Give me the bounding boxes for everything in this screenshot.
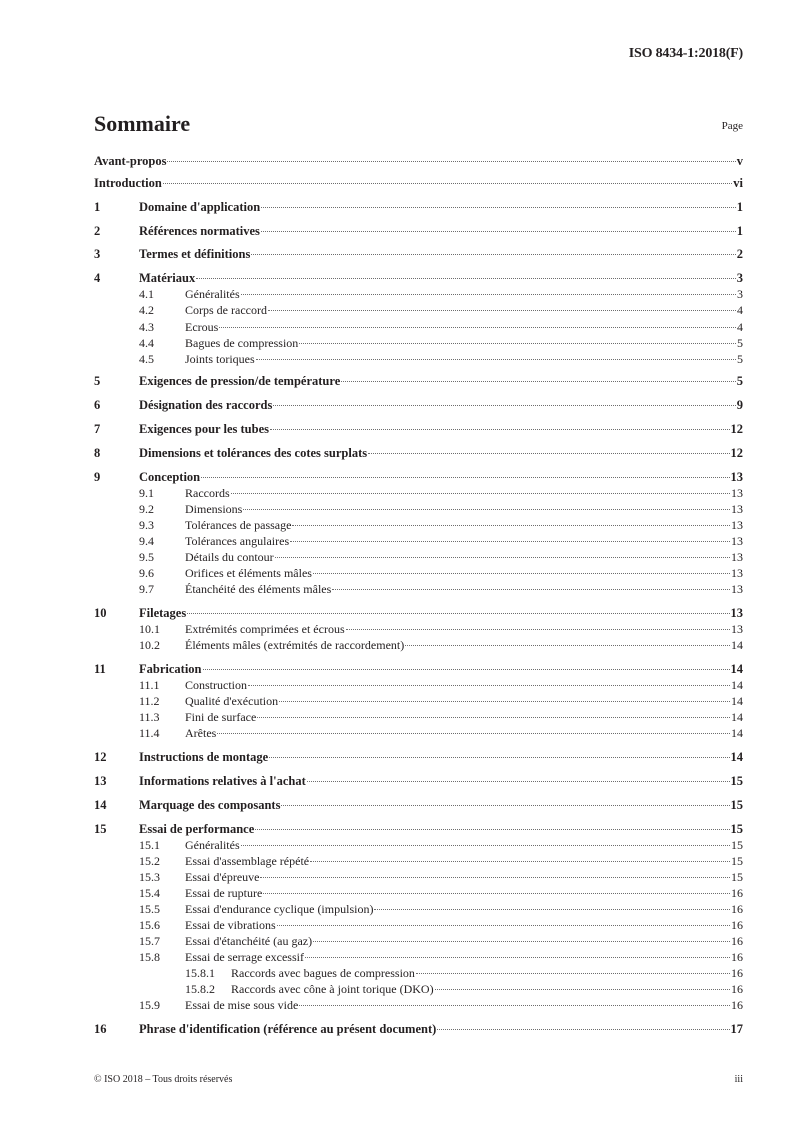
dot-leader bbox=[279, 701, 730, 702]
toc-entry-page[interactable]: 16 bbox=[731, 950, 743, 964]
toc-entry-number: 9.1 bbox=[139, 486, 154, 500]
toc-entry-number: 16 bbox=[94, 1022, 107, 1036]
toc-entry-number: 4.3 bbox=[139, 320, 154, 334]
toc-entry[interactable] bbox=[94, 534, 743, 549]
dot-leader bbox=[263, 893, 730, 894]
toc-entry[interactable] bbox=[94, 566, 743, 581]
toc-entry-number: 4.5 bbox=[139, 352, 154, 366]
toc-entry-number: 9.7 bbox=[139, 582, 154, 596]
toc-entry-number: 15.1 bbox=[139, 838, 160, 852]
toc-entry-page[interactable]: 16 bbox=[731, 966, 743, 980]
dot-leader bbox=[313, 941, 730, 942]
toc-entry-number: 11.1 bbox=[139, 678, 160, 692]
toc-entry-page[interactable]: 16 bbox=[731, 918, 743, 932]
dot-leader bbox=[201, 477, 729, 478]
toc-entry[interactable] bbox=[94, 320, 743, 335]
toc-entry-number: 4.2 bbox=[139, 303, 154, 317]
toc-entry-label[interactable]: Marquage des composants bbox=[139, 798, 281, 812]
dot-leader bbox=[346, 629, 730, 630]
toc-entry-page[interactable]: 15 bbox=[731, 870, 743, 884]
toc-entry-label[interactable]: Généralités bbox=[185, 287, 240, 301]
toc-entry-label[interactable]: Filetages bbox=[139, 606, 187, 620]
toc-entry[interactable] bbox=[94, 870, 743, 885]
toc-entry-page[interactable]: 4 bbox=[737, 320, 743, 334]
toc-entry[interactable] bbox=[94, 446, 743, 461]
toc-entry[interactable] bbox=[94, 502, 743, 517]
toc-entry-label[interactable]: Informations relatives à l'achat bbox=[139, 774, 306, 788]
dot-leader bbox=[290, 541, 730, 542]
toc-entry-page[interactable]: 13 bbox=[731, 550, 743, 564]
toc-entry[interactable] bbox=[94, 750, 743, 765]
toc-entry[interactable] bbox=[94, 710, 743, 725]
toc-entry-page[interactable]: 13 bbox=[731, 622, 743, 636]
toc-entry-page[interactable]: 3 bbox=[737, 287, 743, 301]
toc-entry-page[interactable]: 14 bbox=[730, 662, 743, 676]
toc-entry-label[interactable]: Raccords avec cône à joint torique (DKO) bbox=[231, 982, 434, 996]
copyright-notice: © ISO 2018 – Tous droits réservés bbox=[94, 1074, 233, 1085]
dot-leader bbox=[305, 957, 730, 958]
toc-entry-page[interactable]: 15 bbox=[730, 774, 743, 788]
toc-entry[interactable] bbox=[94, 886, 743, 901]
dot-leader bbox=[255, 829, 729, 830]
dot-leader bbox=[268, 310, 736, 311]
toc-entry-page[interactable]: 13 bbox=[731, 534, 743, 548]
toc-entry-label[interactable]: Avant-propos bbox=[94, 154, 167, 168]
dot-leader bbox=[167, 161, 735, 162]
toc-entry-page[interactable]: 9 bbox=[736, 398, 743, 412]
toc-entry-page[interactable]: 14 bbox=[730, 750, 743, 764]
toc-entry-label[interactable]: Dimensions bbox=[185, 502, 243, 516]
toc-entry[interactable] bbox=[94, 662, 743, 677]
toc-entry-label[interactable]: Essai d'étanchéité (au gaz) bbox=[185, 934, 313, 948]
toc-entry[interactable] bbox=[94, 1022, 743, 1037]
dot-leader bbox=[273, 405, 735, 406]
toc-entry[interactable] bbox=[94, 950, 743, 965]
toc-entry-number: 11.2 bbox=[139, 694, 160, 708]
toc-entry-number: 15.8.1 bbox=[185, 966, 215, 980]
toc-entry[interactable] bbox=[94, 966, 743, 981]
toc-entry-label[interactable]: Tolérances de passage bbox=[185, 518, 292, 532]
dot-leader bbox=[292, 525, 730, 526]
toc-entry-label[interactable]: Éléments mâles (extrémités de raccordement) bbox=[185, 638, 405, 652]
toc-entry-label[interactable]: Tolérances angulaires bbox=[185, 534, 290, 548]
toc-entry[interactable] bbox=[94, 934, 743, 949]
toc-entry-label[interactable]: Qualité d'exécution bbox=[185, 694, 279, 708]
toc-entry-label[interactable]: Extrémités comprimées et écrous bbox=[185, 622, 345, 636]
toc-entry-page[interactable]: 15 bbox=[731, 838, 743, 852]
toc-entry-number: 2 bbox=[94, 224, 101, 238]
toc-entry-page[interactable]: 14 bbox=[731, 638, 743, 652]
toc-entry-label[interactable]: Essai d'endurance cyclique (impulsion) bbox=[185, 902, 374, 916]
dot-leader bbox=[163, 183, 732, 184]
toc-entry-number: 6 bbox=[94, 398, 101, 412]
toc-entry[interactable] bbox=[94, 606, 743, 621]
dot-leader bbox=[196, 278, 736, 279]
toc-entry-page[interactable]: 15 bbox=[730, 822, 743, 836]
toc-entry[interactable] bbox=[94, 774, 743, 789]
dot-leader bbox=[435, 989, 730, 990]
toc-entry-page[interactable]: 15 bbox=[730, 798, 743, 812]
dot-leader bbox=[257, 717, 730, 718]
toc-entry[interactable] bbox=[94, 336, 743, 351]
toc-entry-page[interactable]: 5 bbox=[737, 352, 743, 366]
dot-leader bbox=[270, 429, 730, 430]
toc-entry-label[interactable]: Exigences de pression/de température bbox=[139, 374, 341, 388]
dot-leader bbox=[231, 493, 730, 494]
toc-entry-label[interactable]: Essai de rupture bbox=[185, 886, 263, 900]
toc-entry-label[interactable]: Raccords bbox=[185, 486, 230, 500]
toc-entry-number: 1 bbox=[94, 200, 101, 214]
toc-entry-page[interactable]: 14 bbox=[731, 694, 743, 708]
dot-leader bbox=[416, 973, 730, 974]
toc-entry-number: 15.8 bbox=[139, 950, 160, 964]
toc-entry-page[interactable]: 12 bbox=[730, 422, 743, 436]
toc-entry-label[interactable]: Termes et définitions bbox=[139, 247, 251, 261]
toc-entry-label[interactable]: Essai de vibrations bbox=[185, 918, 276, 932]
toc-entry-label[interactable]: Essai de performance bbox=[139, 822, 255, 836]
toc-entry-page[interactable]: 3 bbox=[736, 271, 743, 285]
toc-entry[interactable] bbox=[94, 470, 743, 485]
toc-entry-number: 15.2 bbox=[139, 854, 160, 868]
toc-entry[interactable] bbox=[94, 200, 743, 215]
toc-entry-label[interactable]: Conception bbox=[139, 470, 201, 484]
toc-entry-number: 9.2 bbox=[139, 502, 154, 516]
toc-entry-page[interactable]: 16 bbox=[731, 934, 743, 948]
toc-entry-page[interactable]: vi bbox=[733, 176, 743, 190]
toc-entry-page[interactable]: 1 bbox=[736, 224, 743, 238]
toc-entry-page[interactable]: 16 bbox=[731, 982, 743, 996]
toc-entry-page[interactable]: 5 bbox=[737, 336, 743, 350]
toc-entry-number: 15.4 bbox=[139, 886, 160, 900]
toc-entry-page[interactable]: 14 bbox=[731, 710, 743, 724]
toc-entry-number: 9.4 bbox=[139, 534, 154, 548]
toc-entry-label[interactable]: Raccords avec bagues de compression bbox=[231, 966, 415, 980]
toc-entry-label[interactable]: Construction bbox=[185, 678, 247, 692]
toc-entry-label[interactable]: Corps de raccord bbox=[185, 303, 267, 317]
page-column-label: Page bbox=[721, 120, 743, 132]
toc-entry-page[interactable]: 5 bbox=[736, 374, 743, 388]
dot-leader bbox=[256, 359, 736, 360]
dot-leader bbox=[299, 1005, 730, 1006]
toc-entry[interactable] bbox=[94, 154, 743, 169]
dot-leader bbox=[307, 781, 730, 782]
toc-entry-label[interactable]: Généralités bbox=[185, 838, 240, 852]
dot-leader bbox=[405, 645, 730, 646]
toc-entry-label[interactable]: Références normatives bbox=[139, 224, 260, 238]
toc-entry-number: 15.5 bbox=[139, 902, 160, 916]
toc-entry-page[interactable]: 13 bbox=[731, 518, 743, 532]
toc-entry-number: 9.3 bbox=[139, 518, 154, 532]
toc-entry-label[interactable]: Détails du contour bbox=[185, 550, 274, 564]
toc-entry-page[interactable]: 2 bbox=[736, 247, 743, 261]
toc-entry-number: 8 bbox=[94, 446, 101, 460]
toc-entry-number: 9 bbox=[94, 470, 101, 484]
dot-leader bbox=[260, 877, 730, 878]
toc-entry[interactable] bbox=[94, 854, 743, 869]
toc-entry-page[interactable]: 14 bbox=[731, 678, 743, 692]
toc-entry-number: 3 bbox=[94, 247, 101, 261]
toc-entry-page[interactable]: 13 bbox=[730, 606, 743, 620]
toc-entry[interactable] bbox=[94, 726, 743, 741]
toc-entry-page[interactable]: 15 bbox=[731, 854, 743, 868]
toc-entry-label[interactable]: Fabrication bbox=[139, 662, 202, 676]
toc-entry-number: 5 bbox=[94, 374, 101, 388]
toc-entry[interactable] bbox=[94, 798, 743, 813]
toc-entry-label[interactable]: Phrase d'identification (référence au présent document) bbox=[139, 1022, 437, 1036]
dot-leader bbox=[275, 557, 730, 558]
dot-leader bbox=[368, 453, 729, 454]
toc-entry-page[interactable]: v bbox=[736, 154, 743, 168]
toc-entry-page[interactable]: 1 bbox=[736, 200, 743, 214]
toc-entry-number: 11.3 bbox=[139, 710, 160, 724]
toc-entry-page[interactable]: 14 bbox=[731, 726, 743, 740]
toc-entry-label[interactable]: Arêtes bbox=[185, 726, 217, 740]
dot-leader bbox=[248, 685, 730, 686]
toc-entry-label[interactable]: Ecrous bbox=[185, 320, 219, 334]
toc-entry[interactable] bbox=[94, 550, 743, 565]
toc-entry-number: 15.6 bbox=[139, 918, 160, 932]
toc-entry-number: 7 bbox=[94, 422, 101, 436]
toc-entry[interactable] bbox=[94, 638, 743, 653]
toc-entry-number: 10 bbox=[94, 606, 107, 620]
toc-entry[interactable] bbox=[94, 622, 743, 637]
toc-entry-page[interactable]: 13 bbox=[731, 582, 743, 596]
dot-leader bbox=[374, 909, 730, 910]
toc-entry-number: 9.6 bbox=[139, 566, 154, 580]
toc-entry[interactable] bbox=[94, 902, 743, 917]
toc-entry-page[interactable]: 16 bbox=[731, 886, 743, 900]
toc-entry-label[interactable]: Fini de surface bbox=[185, 710, 257, 724]
page-number: iii bbox=[734, 1074, 743, 1085]
dot-leader bbox=[203, 669, 730, 670]
dot-leader bbox=[261, 231, 736, 232]
toc-entry-number: 15 bbox=[94, 822, 107, 836]
toc-entry-label[interactable]: Introduction bbox=[94, 176, 162, 190]
toc-entry-page[interactable]: 17 bbox=[730, 1022, 743, 1036]
dot-leader bbox=[269, 757, 729, 758]
toc-entry-label[interactable]: Dimensions et tolérances des cotes surplats bbox=[139, 446, 368, 460]
toc-entry-page[interactable]: 13 bbox=[730, 470, 743, 484]
toc-entry[interactable] bbox=[94, 374, 743, 389]
toc-entry[interactable] bbox=[94, 398, 743, 413]
dot-leader bbox=[243, 509, 730, 510]
toc-entry-page[interactable]: 16 bbox=[731, 902, 743, 916]
toc-entry-label[interactable]: Essai de serrage excessif bbox=[185, 950, 304, 964]
toc-entry[interactable] bbox=[94, 838, 743, 853]
toc-entry[interactable] bbox=[94, 486, 743, 501]
toc-entry-page[interactable]: 13 bbox=[731, 486, 743, 500]
dot-leader bbox=[251, 254, 735, 255]
toc-entry[interactable] bbox=[94, 303, 743, 318]
toc-entry-number: 15.3 bbox=[139, 870, 160, 884]
toc-entry-page[interactable]: 12 bbox=[730, 446, 743, 460]
toc-entry-label[interactable]: Matériaux bbox=[139, 271, 196, 285]
toc-entry-number: 10.2 bbox=[139, 638, 160, 652]
toc-entry[interactable] bbox=[94, 678, 743, 693]
dot-leader bbox=[437, 1029, 729, 1030]
toc-entry-label[interactable]: Domaine d'application bbox=[139, 200, 261, 214]
toc-entry-number: 4.4 bbox=[139, 336, 154, 350]
toc-entry-page[interactable]: 13 bbox=[731, 566, 743, 580]
toc-entry[interactable] bbox=[94, 176, 743, 191]
toc-entry-page[interactable]: 13 bbox=[731, 502, 743, 516]
dot-leader bbox=[313, 573, 730, 574]
dot-leader bbox=[241, 845, 730, 846]
toc-entry-label[interactable]: Essai de mise sous vide bbox=[185, 998, 299, 1012]
toc-entry-number: 12 bbox=[94, 750, 107, 764]
dot-leader bbox=[261, 207, 736, 208]
toc-entry-label[interactable]: Essai d'assemblage répété bbox=[185, 854, 310, 868]
toc-entry-page[interactable]: 16 bbox=[731, 998, 743, 1012]
toc-entry[interactable] bbox=[94, 998, 743, 1013]
toc-entry[interactable] bbox=[94, 982, 743, 997]
toc-entry[interactable] bbox=[94, 694, 743, 709]
toc-entry-label[interactable]: Orifices et éléments mâles bbox=[185, 566, 312, 580]
toc-entry-label[interactable]: Bagues de compression bbox=[185, 336, 299, 350]
dot-leader bbox=[187, 613, 729, 614]
document-id: ISO 8434-1:2018(F) bbox=[628, 46, 743, 61]
toc-entry[interactable] bbox=[94, 287, 743, 302]
toc-entry[interactable] bbox=[94, 352, 743, 367]
toc-entry[interactable] bbox=[94, 918, 743, 933]
toc-entry-label[interactable]: Essai d'épreuve bbox=[185, 870, 260, 884]
dot-leader bbox=[281, 805, 729, 806]
toc-entry-number: 9.5 bbox=[139, 550, 154, 564]
toc-entry-number: 4 bbox=[94, 271, 101, 285]
dot-leader bbox=[332, 589, 730, 590]
toc-entry[interactable] bbox=[94, 582, 743, 597]
dot-leader bbox=[341, 381, 735, 382]
toc-entry-number: 15.9 bbox=[139, 998, 160, 1012]
toc-entry[interactable] bbox=[94, 271, 743, 286]
toc-entry-number: 13 bbox=[94, 774, 107, 788]
dot-leader bbox=[219, 327, 736, 328]
toc-entry-page[interactable]: 4 bbox=[737, 303, 743, 317]
toc-entry-label[interactable]: Désignation des raccords bbox=[139, 398, 273, 412]
toc-entry-label[interactable]: Exigences pour les tubes bbox=[139, 422, 269, 436]
toc-entry-number: 4.1 bbox=[139, 287, 154, 301]
dot-leader bbox=[277, 925, 730, 926]
toc-entry-number: 15.8.2 bbox=[185, 982, 215, 996]
dot-leader bbox=[299, 343, 736, 344]
toc-entry-number: 11.4 bbox=[139, 726, 160, 740]
toc-entry-label[interactable]: Étanchéité des éléments mâles bbox=[185, 582, 332, 596]
toc-entry[interactable] bbox=[94, 822, 743, 837]
dot-leader bbox=[217, 733, 730, 734]
toc-entry[interactable] bbox=[94, 422, 743, 437]
dot-leader bbox=[241, 294, 736, 295]
toc-entry-number: 11 bbox=[94, 662, 106, 676]
toc-entry-label[interactable]: Instructions de montage bbox=[139, 750, 269, 764]
toc-entry-label[interactable]: Joints toriques bbox=[185, 352, 255, 366]
page-title: Sommaire bbox=[94, 111, 191, 136]
dot-leader bbox=[310, 861, 730, 862]
toc-entry[interactable] bbox=[94, 518, 743, 533]
toc-entry-number: 10.1 bbox=[139, 622, 160, 636]
toc-entry-number: 14 bbox=[94, 798, 107, 812]
toc-entry-number: 15.7 bbox=[139, 934, 160, 948]
toc-entry[interactable] bbox=[94, 247, 743, 262]
toc-entry[interactable] bbox=[94, 224, 743, 239]
